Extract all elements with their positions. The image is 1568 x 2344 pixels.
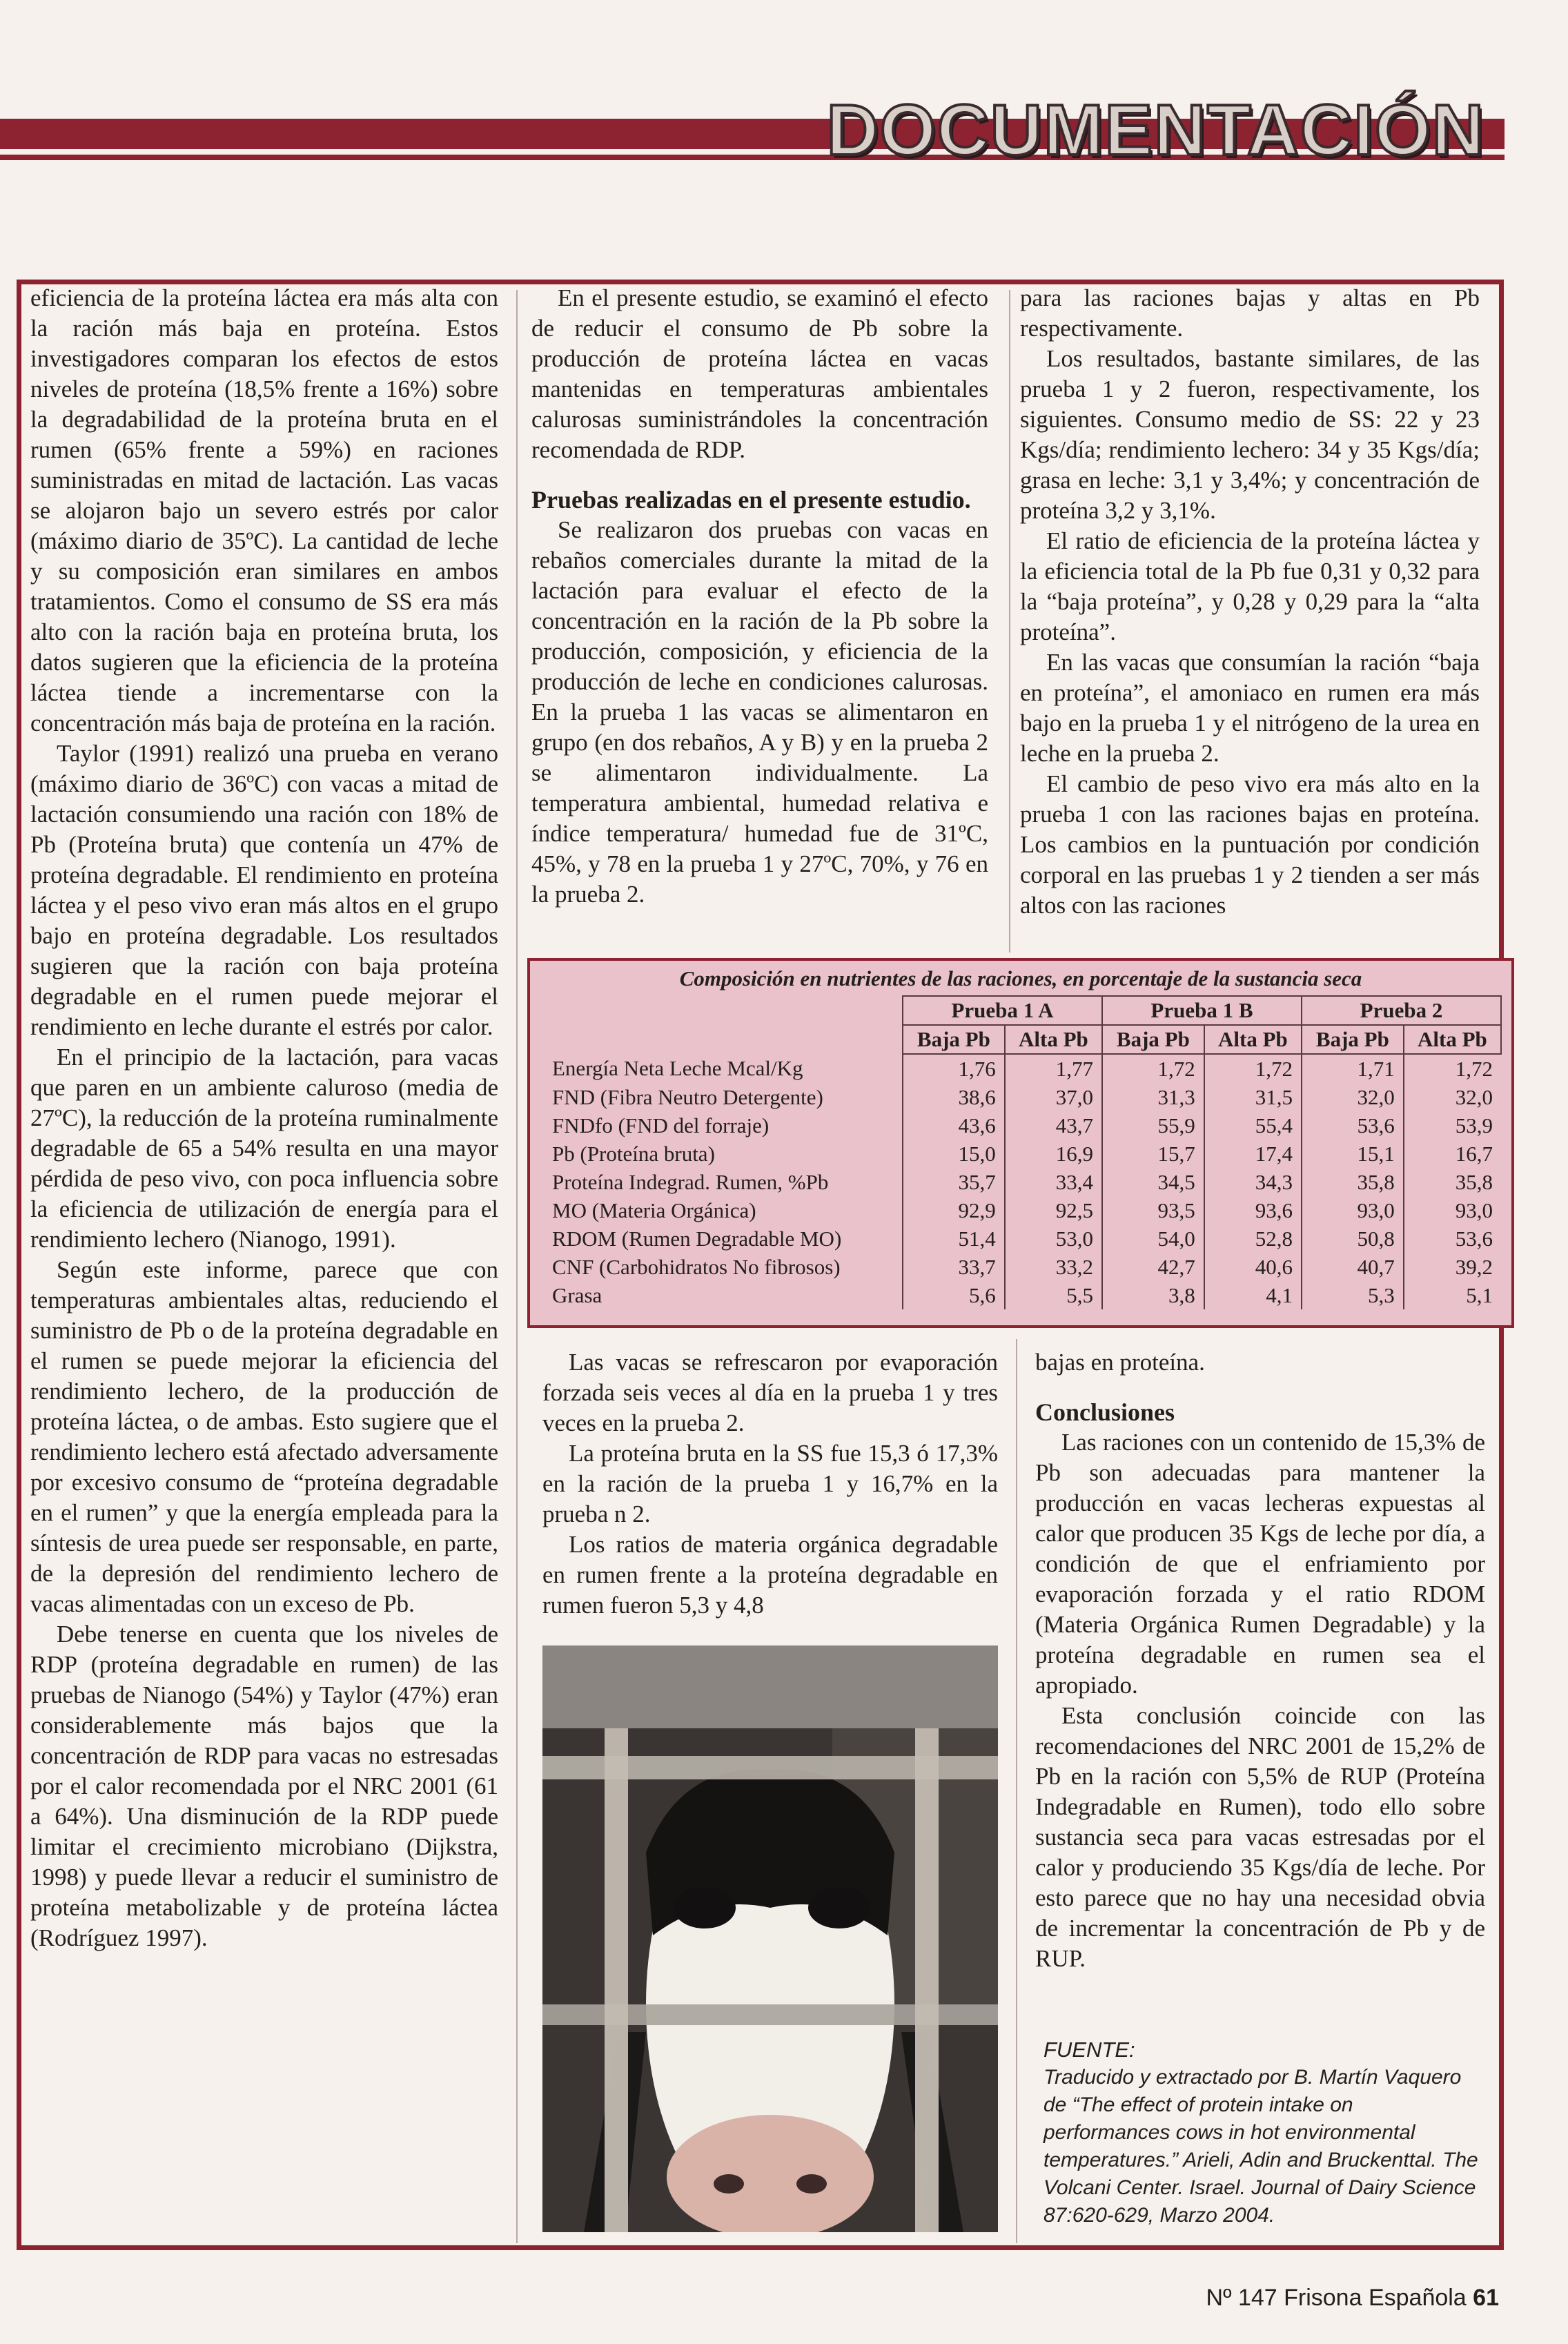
table-row-label: FND (Fibra Neutro Detergente) (552, 1084, 823, 1109)
table-cell: 1,72 (1404, 1054, 1501, 1083)
table-cell: 51,4 (903, 1224, 1005, 1253)
paragraph: Las vacas se refrescaron por evaporación forzada seis veces al día en la prueba 1 y tres veces en la prueba 2. (542, 1349, 998, 1436)
table-cell: 43,6 (903, 1111, 1005, 1140)
paragraph: bajas en proteína. (1035, 1349, 1205, 1376)
table-cell: 93,0 (1404, 1196, 1501, 1224)
table-cell: 1,72 (1204, 1054, 1302, 1083)
page-footer (1206, 2285, 1499, 2312)
table-cell: 55,9 (1102, 1111, 1204, 1140)
table-cell: 92,9 (903, 1196, 1005, 1224)
column-1 (30, 283, 498, 1953)
table-row-label: Proteína Indegrad. Rumen, %Pb (552, 1169, 829, 1194)
table-row (544, 1224, 1501, 1253)
column-2-top (531, 283, 988, 910)
table-cell: 35,8 (1302, 1168, 1404, 1196)
table-row (544, 1054, 1501, 1083)
table-cell: 32,0 (1404, 1083, 1501, 1111)
table-row-label: Energía Neta Leche Mcal/Kg (552, 1056, 803, 1080)
column-3-bottom (1035, 1347, 1485, 1974)
table-cell: 16,9 (1005, 1140, 1102, 1168)
table-cell: 5,1 (1404, 1281, 1501, 1309)
paragraph: Los ratios de materia orgánica degradable en rumen frente a la proteína degradable en rumen fueron 5,3 y 4,8 (542, 1531, 998, 1619)
table-cell: 38,6 (903, 1083, 1005, 1111)
table-row-label: RDOM (Rumen Degradable MO) (552, 1226, 842, 1251)
table-cell: 1,76 (903, 1054, 1005, 1083)
table-row (544, 1281, 1501, 1309)
table-cell: 1,71 (1302, 1054, 1404, 1083)
paragraph: Debe tenerse en cuenta que los niveles de RDP (proteína degradable en rumen) de las pruebas de Nianogo (54%) y Taylor (47%) eran considerablemente más bajos que la concentración de RDP para vacas no estresadas por el calor recomendada por el NRC 2001 (61 a 64%). Una disminución de la RDP puede limitar el crecimiento microbiano (Dijkstra, 1998) y puede llevar a reducir el suministro de proteína metabolizable y de proteína láctea (Rodríguez 1997). (30, 1621, 498, 1951)
column-divider (1009, 290, 1010, 953)
column-3-top (1020, 283, 1480, 921)
section-heading: Pruebas realizadas en el presente estudio. (531, 486, 971, 514)
table-cell: 53,6 (1404, 1224, 1501, 1253)
table-cell: 34,3 (1204, 1168, 1302, 1196)
paragraph: Las raciones con un contenido de 15,3% de Pb son adecuadas para mantener la producción en vacas lecheras expuestas al calor que producen 35 Kgs de leche por día, a condición de que el enfriamiento por evaporación forzada y el ratio RDOM (Materia Orgánica Rumen Degradable) y la proteína degradable en rumen sea el apropiado. (1035, 1429, 1485, 1699)
table-cell: 93,6 (1204, 1196, 1302, 1224)
column-divider (1016, 1339, 1017, 2243)
section-heading: Conclusiones (1035, 1398, 1175, 1426)
table-cell: 50,8 (1302, 1224, 1404, 1253)
table-group-header: Prueba 1 B (1102, 996, 1302, 1025)
table-row-label: FNDfo (FND del forraje) (552, 1113, 770, 1137)
issue-label: Nº 147 Frisona Española (1206, 2285, 1467, 2311)
table-cell: 3,8 (1102, 1281, 1204, 1309)
table-subheader: Alta Pb (1404, 1025, 1501, 1054)
table-group-header: Prueba 1 A (903, 996, 1102, 1025)
table-row (544, 1168, 1501, 1196)
table-subheader: Baja Pb (1302, 1025, 1404, 1054)
table-row-label: CNF (Carbohidratos No fibrosos) (552, 1254, 841, 1279)
table-cell: 5,6 (903, 1281, 1005, 1309)
column-2-bottom (542, 1347, 998, 1621)
table-cell: 15,1 (1302, 1140, 1404, 1168)
paragraph: El ratio de eficiencia de la proteína láctea y la eficiencia total de la Pb fue 0,31 y 0,32 para la “baja proteína”, y 0,28 y 0,29 para la “alta proteína”. (1020, 527, 1480, 645)
table-cell: 34,5 (1102, 1168, 1204, 1196)
paragraph: El cambio de peso vivo era más alto en la prueba 1 con las raciones bajas en proteína. Los cambios en la puntuación por condición corporal en las pruebas 1 y 2 tienden a ser más altos con las raciones (1020, 770, 1480, 919)
cow-photo-illustration (542, 1645, 998, 2232)
table-row (544, 1083, 1501, 1111)
table-row (544, 1140, 1501, 1168)
table-cell: 31,3 (1102, 1083, 1204, 1111)
table-cell: 52,8 (1204, 1224, 1302, 1253)
table-cell: 35,8 (1404, 1168, 1501, 1196)
section-title: DOCUMENTACIÓN (826, 90, 1485, 170)
table-cell: 15,0 (903, 1140, 1005, 1168)
table-cell: 39,2 (1404, 1253, 1501, 1281)
table-group-header: Prueba 2 (1302, 996, 1501, 1025)
paragraph: Taylor (1991) realizó una prueba en verano (máximo diario de 36ºC) con vacas a mitad de lactación consumiendo una ración con 18% de Pb (Proteína bruta) que contenía un 47% de proteína degradable. El rendimiento en proteína láctea y el peso vivo eran más altos en el grupo bajo en proteína degradable. Los resultados sugieren que la ración con baja proteína degradable en el rumen puede mejorar el rendimiento en leche durante el estrés por calor. (30, 740, 498, 1040)
table-subheader: Baja Pb (1102, 1025, 1204, 1054)
table-cell: 1,77 (1005, 1054, 1102, 1083)
nutrient-table-box (527, 958, 1514, 1328)
table-subheader: Alta Pb (1204, 1025, 1302, 1054)
paragraph: En el presente estudio, se examinó el efecto de reducir el consumo de Pb sobre la producción de proteína láctea en vacas mantenidas en temperaturas ambientales calurosas suministrándoles la concentración recomendada de RDP. (531, 284, 988, 463)
table-cell: 33,4 (1005, 1168, 1102, 1196)
table-cell: 93,5 (1102, 1196, 1204, 1224)
paragraph: En el principio de la lactación, para vacas que paren en un ambiente caluroso (media de 27ºC), la reducción de la proteína ruminalmente degradable de 65 a 54% resulta en una mayor pérdida de peso vivo, con poca influencia sobre la eficiencia de utilización de energía para el rendimiento lechero (Nianogo, 1991). (30, 1044, 498, 1253)
paragraph: Según este informe, parece que con temperaturas ambientales altas, reduciendo el suministro de Pb o de la proteína degradable en el rumen se puede mejorar la eficiencia del rendimiento lechero, de la producción de proteína láctea, o de ambas. Esto sugiere que el rendimiento lechero está afectado adversamente por excesivo consumo de “proteína degradable en el rumen” y que la energía empleada para la síntesis de urea puede ser responsable, en parte, de la depresión del rendimiento lechero de vacas alimentadas con un exceso de Pb. (30, 1256, 498, 1617)
table-caption: Composición en nutrientes de las raciones, en porcentaje de la sustancia seca (679, 966, 1362, 990)
table-cell: 93,0 (1302, 1196, 1404, 1224)
source-title: FUENTE: (1043, 2038, 1135, 2062)
paragraph: Esta conclusión coincide con las recomendaciones del NRC 2001 de 15,2% de Pb en la ración con 5,5% de RUP (Proteína Indegradable en Rumen), todo ello sobre sustancia seca para vacas estresadas por el calor y produciendo 35 Kgs/día de leche. Por esto parece que no hay una necesidad obvia de incrementar la concentración de Pb y de RUP. (1035, 1702, 1485, 1972)
table-cell: 1,72 (1102, 1054, 1204, 1083)
table-cell: 33,2 (1005, 1253, 1102, 1281)
table-cell: 42,7 (1102, 1253, 1204, 1281)
table-cell: 53,9 (1404, 1111, 1501, 1140)
table-row-label: MO (Materia Orgánica) (552, 1198, 756, 1222)
table-row (544, 1253, 1501, 1281)
column-divider (516, 290, 518, 2243)
table-cell: 32,0 (1302, 1083, 1404, 1111)
table-cell: 5,3 (1302, 1281, 1404, 1309)
paragraph: Los resultados, bastante similares, de las prueba 1 y 2 fueron, respectivamente, los siguientes. Consumo medio de SS: 22 y 23 Kgs/día; rendimiento lechero: 34 y 35 Kgs/día; grasa en leche: 3,1 y 3,4%; y concentración de proteína 3,2 y 3,1%. (1020, 345, 1480, 524)
page-number: 61 (1473, 2285, 1499, 2311)
table-cell: 55,4 (1204, 1111, 1302, 1140)
table-cell: 17,4 (1204, 1140, 1302, 1168)
table-cell: 40,6 (1204, 1253, 1302, 1281)
table-cell: 5,5 (1005, 1281, 1102, 1309)
table-cell: 33,7 (903, 1253, 1005, 1281)
table-subheader: Alta Pb (1005, 1025, 1102, 1054)
cow-photo (542, 1645, 998, 2232)
nutrient-table (544, 995, 1502, 1309)
table-cell: 15,7 (1102, 1140, 1204, 1168)
table-cell: 53,0 (1005, 1224, 1102, 1253)
paragraph: para las raciones bajas y altas en Pb respectivamente. (1020, 284, 1480, 342)
table-cell: 31,5 (1204, 1083, 1302, 1111)
table-row-label: Pb (Proteína bruta) (552, 1141, 715, 1166)
table-row (544, 1196, 1501, 1224)
table-cell: 16,7 (1404, 1140, 1501, 1168)
paragraph: En las vacas que consumían la ración “baja en proteína”, el amoniaco en rumen era más bajo en la prueba 1 y el nitrógeno de la urea en leche en la prueba 2. (1020, 649, 1480, 767)
paragraph: Se realizaron dos pruebas con vacas en rebaños comerciales durante la mitad de la lactación para evaluar el efecto de la concentración en la ración de la Pb sobre la producción, composición, y eficiencia de la producción de leche en condiciones calurosas. En la prueba 1 las vacas se alimentaron en grupo (en dos rebaños, A y B) y en la prueba 2 se alimentaron individualmente. La temperatura ambiental, humedad relativa e índice temperatura/ humedad fue de 31ºC, 45%, y 78 en la prueba 1 y 27ºC, 70%, y 76 en la prueba 2. (531, 516, 988, 908)
table-cell: 35,7 (903, 1168, 1005, 1196)
table-row-label: Grasa (552, 1282, 602, 1307)
table-subheader: Baja Pb (903, 1025, 1005, 1054)
paragraph: eficiencia de la proteína láctea era más alta con la ración más baja en proteína. Estos investigadores comparan los efectos de estos niveles de proteína (18,5% frente a 16%) sobre la degradabilidad de la proteína bruta en el rumen (65% frente a 59%) en raciones suministradas en mitad de lactación. Las vacas se alojaron bajo un severo estrés por calor (máximo diario de 35ºC). La cantidad de leche y su composición eran similares en ambos tratamientos. Como el consumo de SS era más alto con la ración baja en proteína bruta, los datos sugieren que la eficiencia de la proteína láctea tiende a incrementarse con la concentración más baja de proteína en la ración. (30, 284, 498, 736)
table-cell: 40,7 (1302, 1253, 1404, 1281)
table-cell: 53,6 (1302, 1111, 1404, 1140)
source-text: Traducido y extractado por B. Martín Vaquero de “The effect of protein intake on performances cows in hot environmental temperatures.” Arieli, Adin and Bruckenttal. The Volcani Center. Israel. Journal of Dairy Science 87:620-629, Marzo 2004. (1043, 2066, 1478, 2227)
table-cell: 37,0 (1005, 1083, 1102, 1111)
paragraph: La proteína bruta en la SS fue 15,3 ó 17,3% en la ración de la prueba 1 y 16,7% en la prueba n 2. (542, 1440, 998, 1527)
table-cell: 43,7 (1005, 1111, 1102, 1140)
table-row (544, 1111, 1501, 1140)
table-cell: 54,0 (1102, 1224, 1204, 1253)
table-cell: 4,1 (1204, 1281, 1302, 1309)
source-note (1043, 2036, 1485, 2229)
table-cell: 92,5 (1005, 1196, 1102, 1224)
